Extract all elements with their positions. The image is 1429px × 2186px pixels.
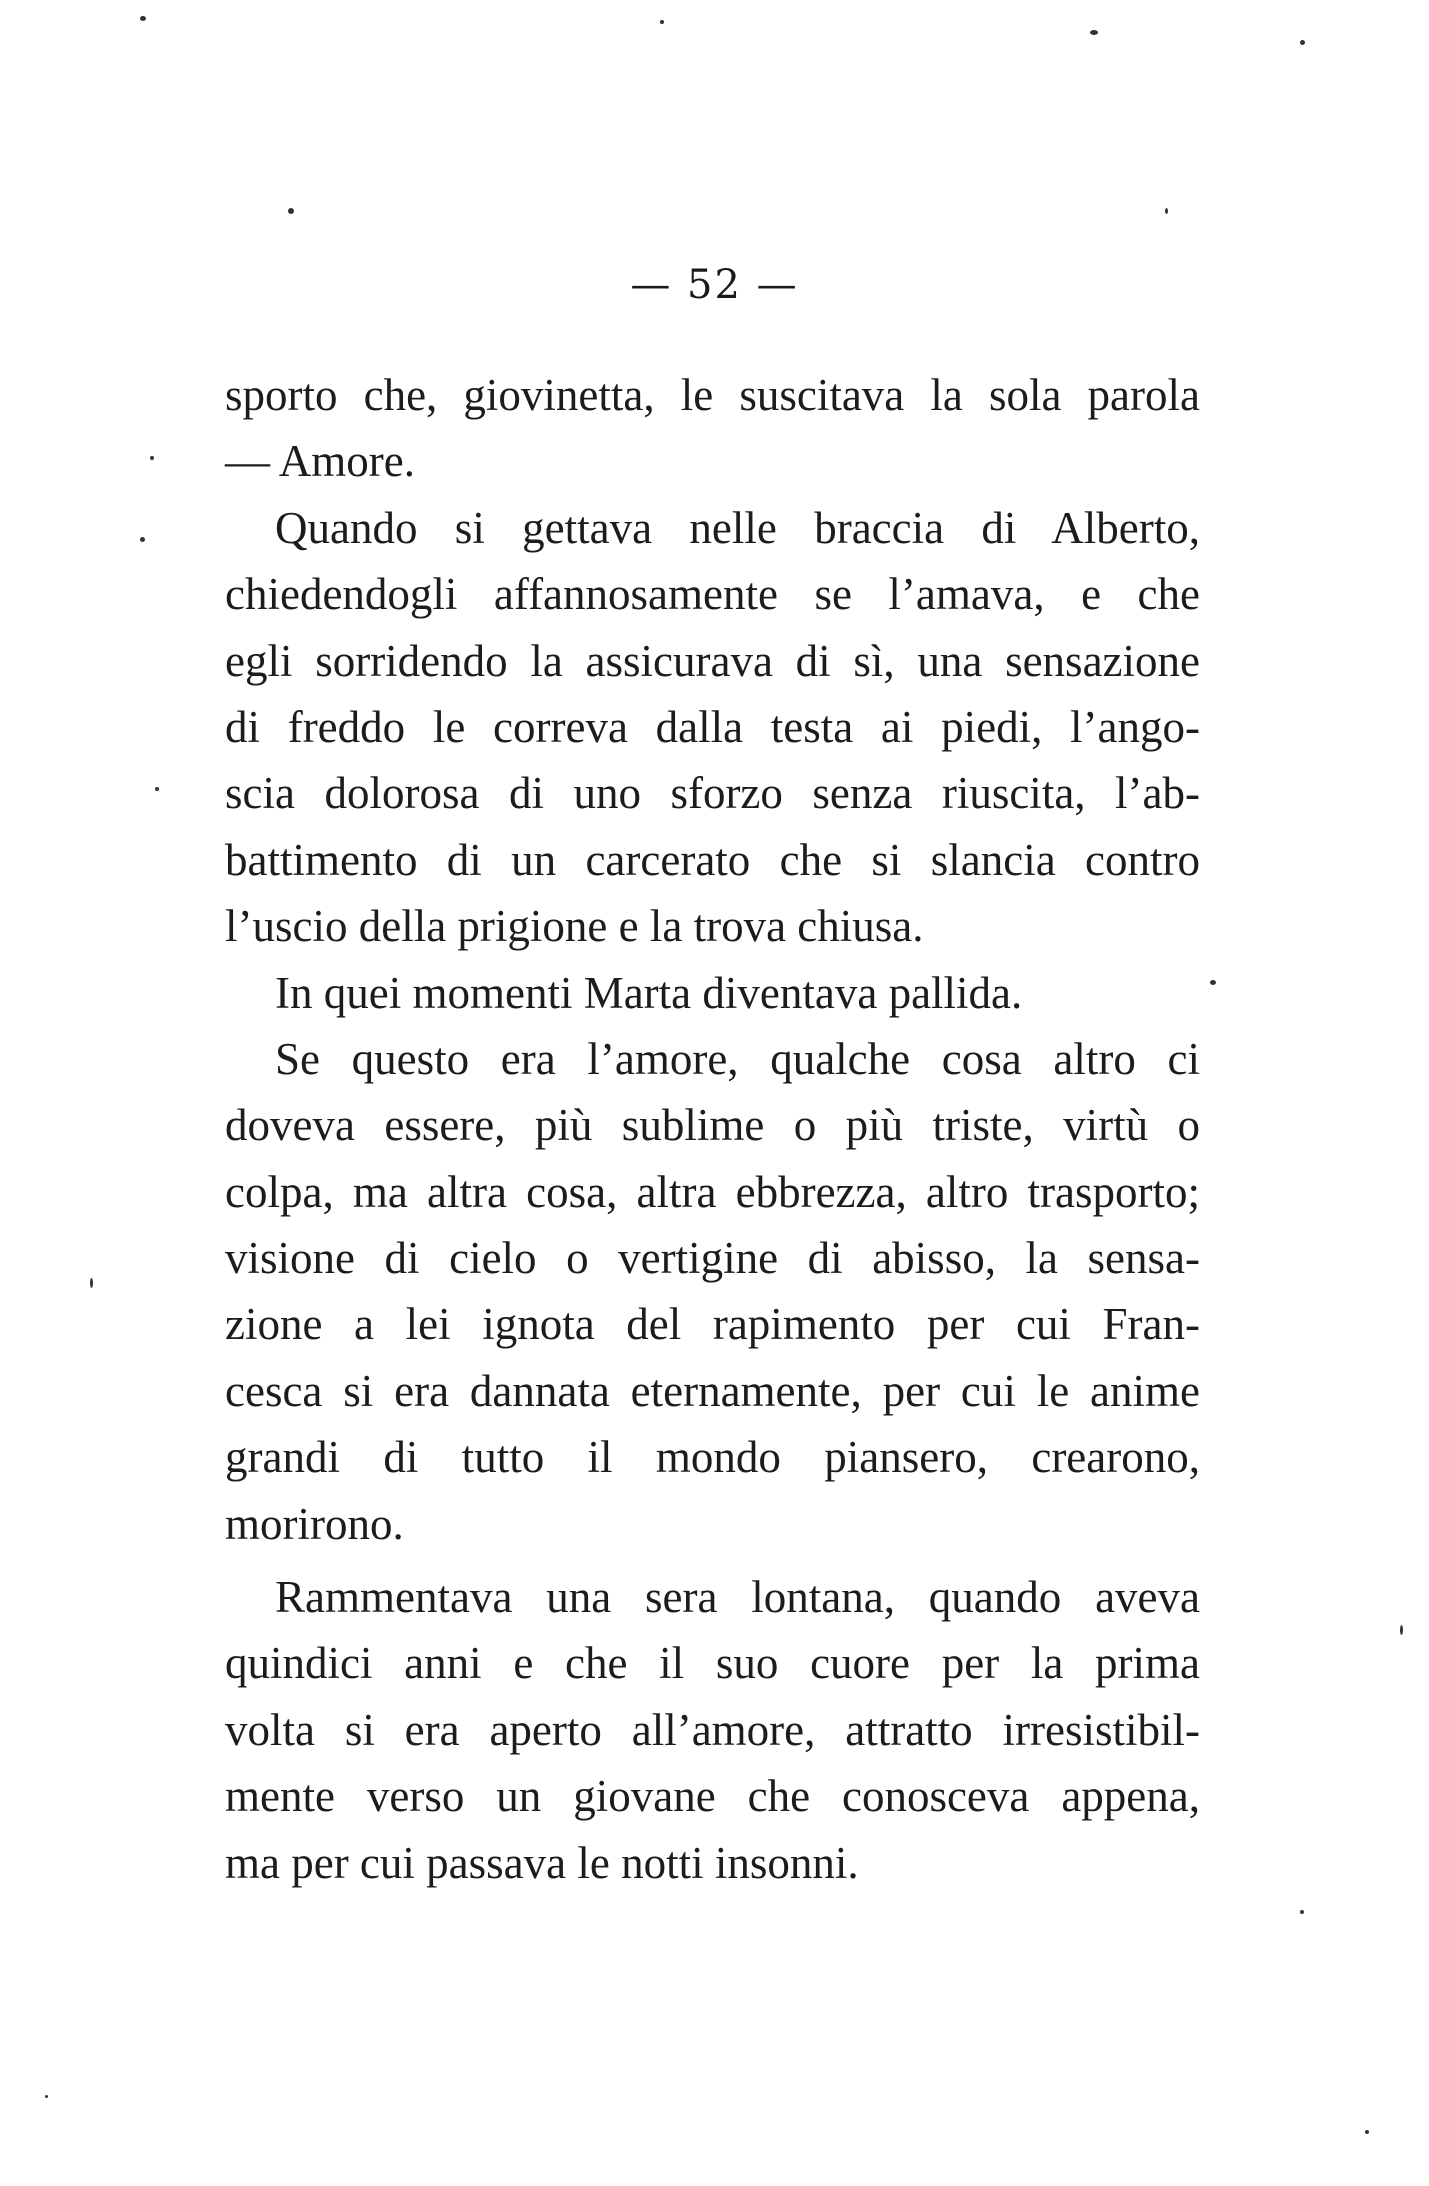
scan-speck (1090, 30, 1098, 35)
scan-speck (1365, 2130, 1369, 2134)
text-line: quindici anni e che il suo cuore per la prima (225, 1638, 1200, 1689)
text-line: visione di cielo o vertigine di abisso, la sensa- (225, 1233, 1200, 1284)
scan-speck (150, 456, 154, 460)
scan-speck (660, 20, 664, 24)
scan-speck (140, 537, 145, 542)
text-line: colpa, ma altra cosa, altra ebbrezza, altro trasporto; (225, 1166, 1200, 1217)
text-line: mente verso un giovane che conosceva appena, (225, 1771, 1200, 1822)
text-line: zione a lei ignota del rapimento per cui Fran- (225, 1299, 1200, 1350)
text-line: cesca si era dannata eternamente, per cui le anime (225, 1365, 1200, 1416)
text-line: ma per cui passava le notti insonni. (225, 1837, 859, 1888)
text-line: scia dolorosa di uno sforzo senza riuscita, l’ab- (225, 768, 1200, 819)
text-line: In quei momenti Marta diventava pallida. (275, 967, 1023, 1018)
paragraph-gap (225, 1557, 1200, 1564)
text-line: morirono. (225, 1498, 404, 1549)
text-line: grandi di tutto il mondo piansero, crearono, (225, 1432, 1200, 1483)
scan-speck (45, 2095, 48, 2098)
text-line: sporto che, giovinetta, le suscitava la sola parola (225, 370, 1200, 420)
text-line: l’uscio della prigione e la trova chiusa. (225, 901, 924, 952)
scan-speck (1400, 1625, 1403, 1635)
text-line: Quando si gettava nelle braccia di Alberto, (275, 502, 1200, 553)
body-text (225, 362, 1200, 1896)
text-line: chiedendogli affannosamente se l’amava, e che (225, 569, 1200, 620)
text-line: egli sorridendo la assicurava di sì, una sensazione (225, 635, 1200, 686)
scan-speck (1165, 208, 1168, 214)
text-line: volta si era aperto all’amore, attratto irresistibil- (225, 1704, 1200, 1755)
scan-speck (1300, 40, 1305, 45)
text-line: di freddo le correva dalla testa ai piedi, l’ango- (225, 701, 1200, 752)
scan-speck (140, 16, 146, 21)
text-line: — Amore. (225, 436, 415, 487)
text-line: doveva essere, più sublime o più triste, virtù o (225, 1100, 1200, 1151)
scan-speck (155, 787, 159, 791)
scan-speck (1210, 980, 1216, 985)
scan-speck (90, 1278, 93, 1288)
text-line: Se questo era l’amore, qualche cosa altro ci (275, 1033, 1200, 1084)
scan-speck (1300, 1910, 1304, 1914)
text-line: battimento di un carcerato che si slancia contro (225, 834, 1200, 885)
scan-speck (288, 208, 294, 214)
page-number: — 52 — (630, 262, 799, 308)
text-line: Rammentava una sera lontana, quando aveva (275, 1572, 1200, 1623)
